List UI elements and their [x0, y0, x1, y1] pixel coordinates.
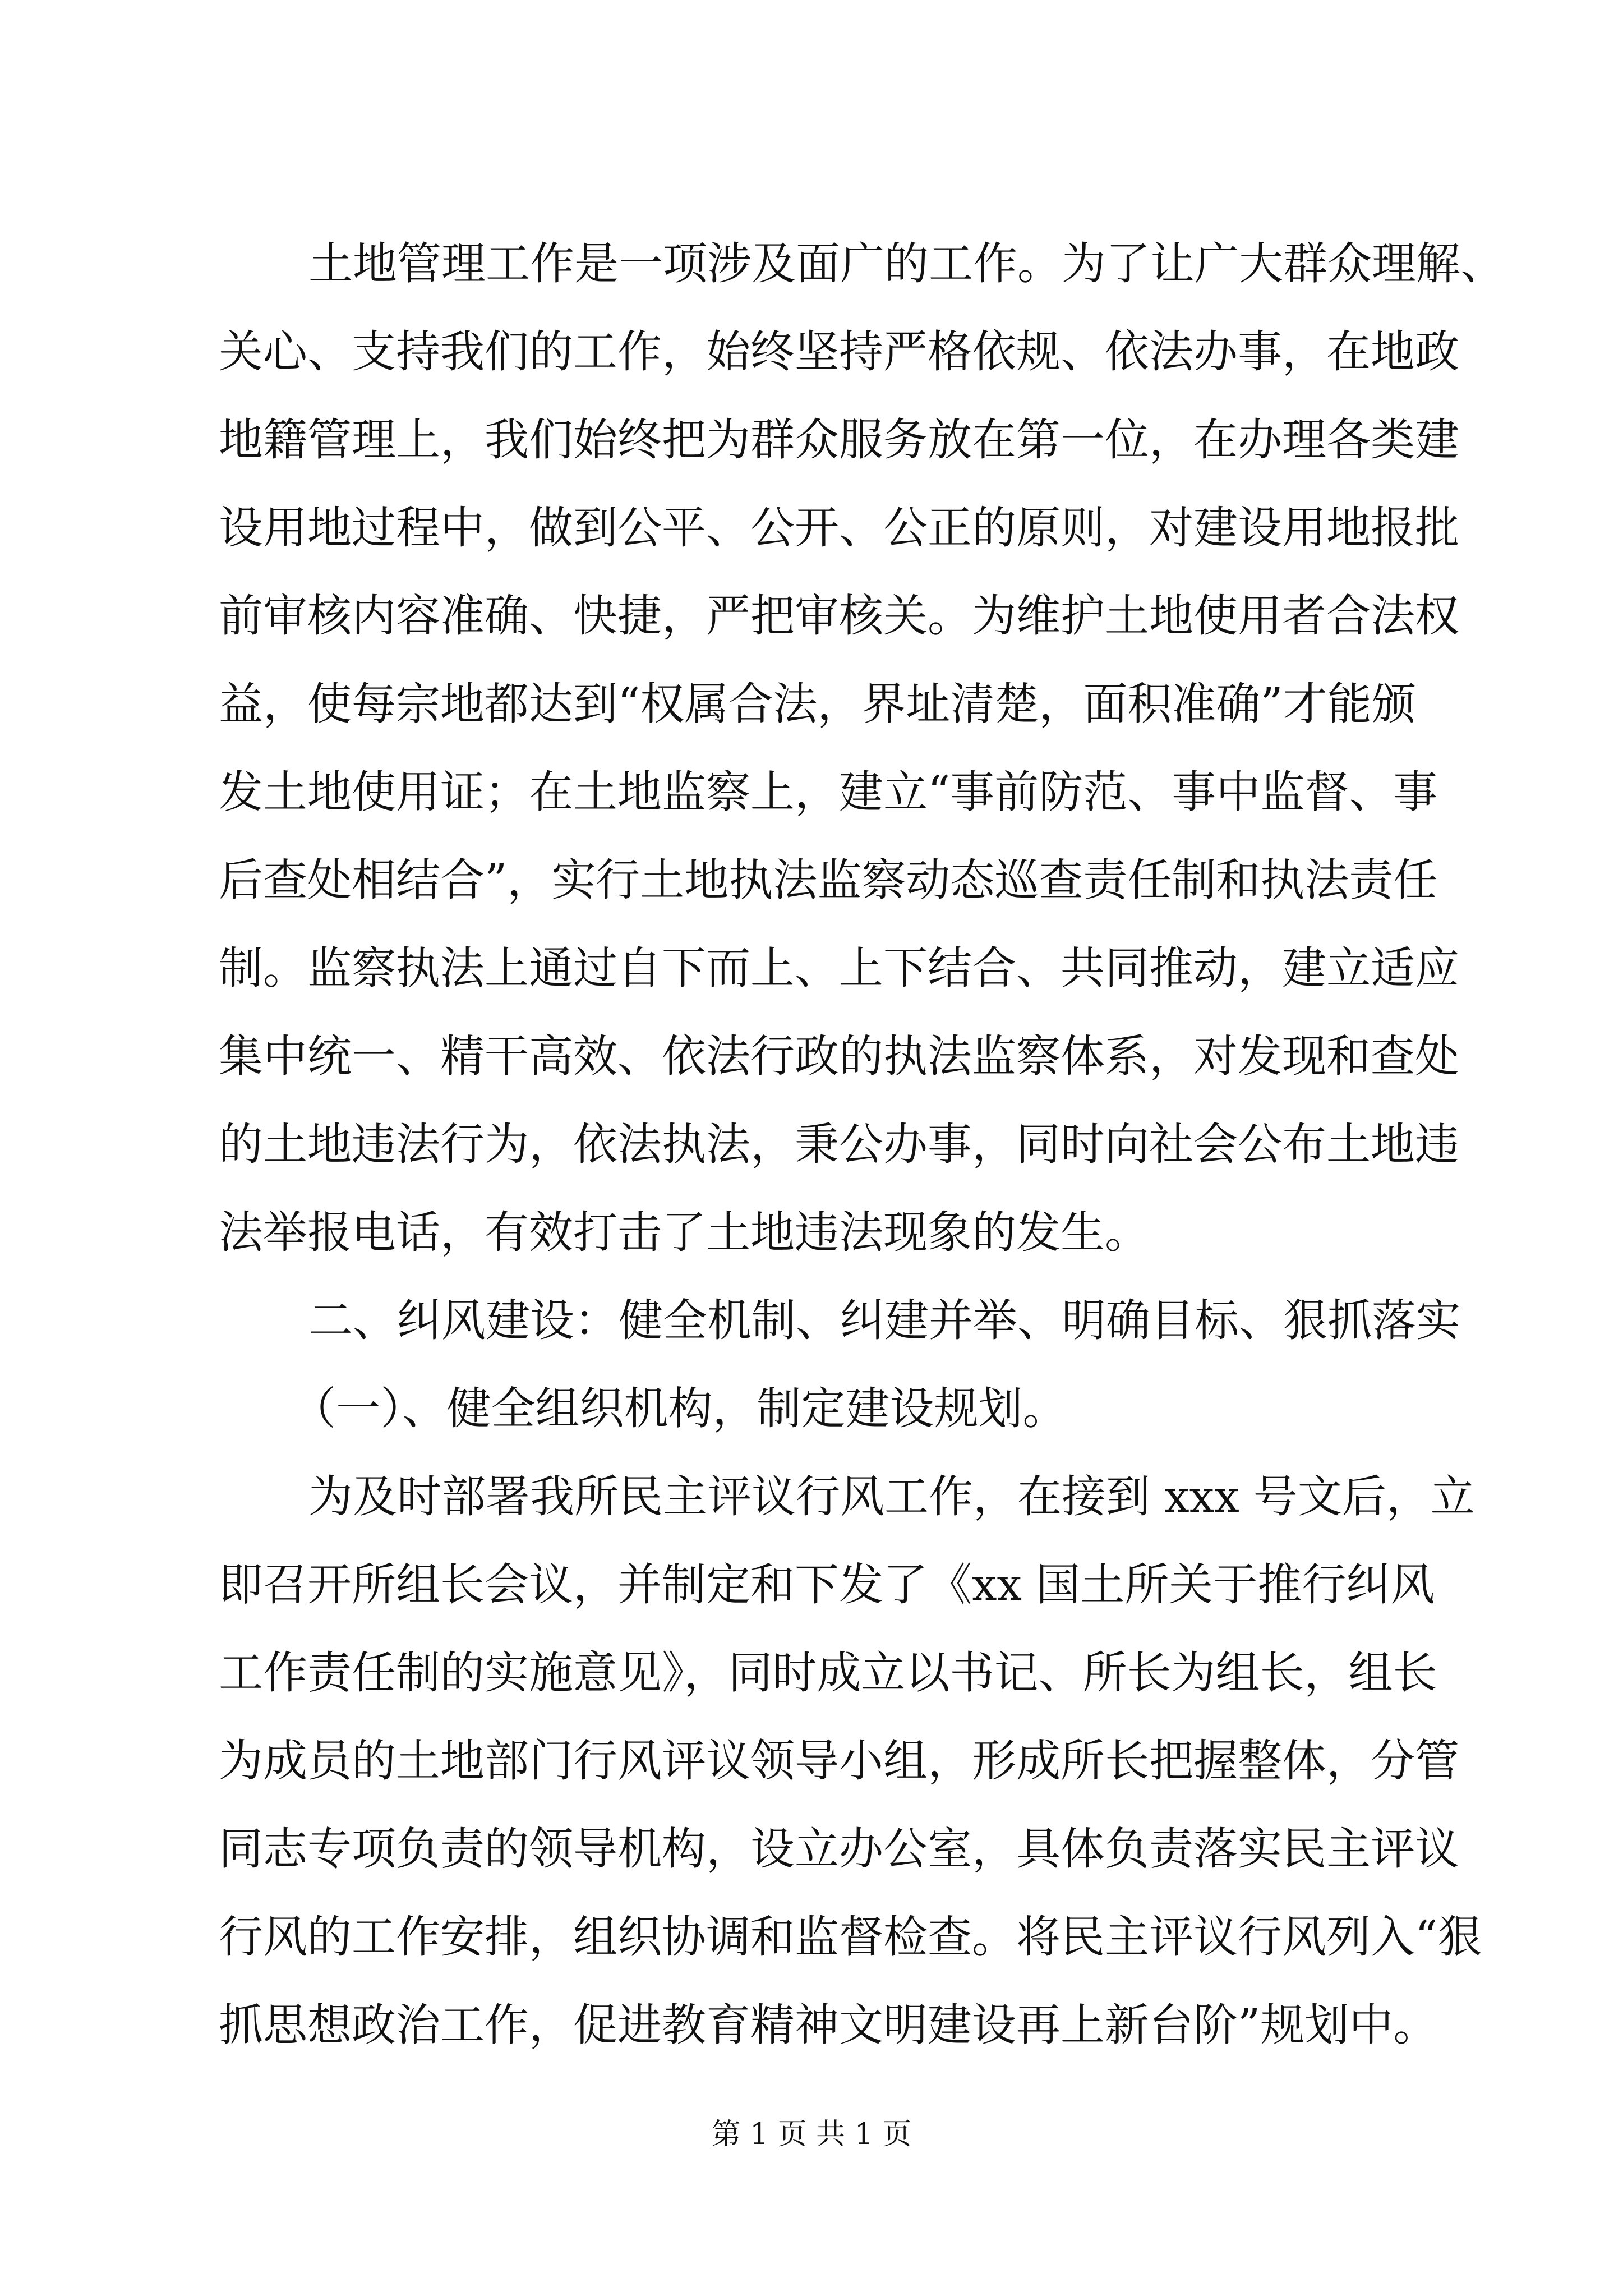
text-line: 集中统一、精干高效、依法行政的执法监察体系，对发现和查处	[219, 1030, 1459, 1082]
text-line: 关心、支持我们的工作，始终坚持严格依规、依法办事，在地政	[219, 326, 1459, 378]
text-line: 制。监察执法上通过自下而上、上下结合、共同推动，建立适应	[219, 942, 1459, 994]
text-line: 法举报电话，有效打击了土地违法现象的发生。	[219, 1207, 1149, 1258]
text-line: 工作责任制的实施意见》，同时成立以书记、所长为组长，组长	[219, 1647, 1437, 1699]
text-line: 地籍管理上，我们始终把为群众服务放在第一位，在办理各类建	[219, 414, 1459, 466]
text-line: 即召开所组长会议，并制定和下发了《xx 国土所关于推行纠风	[219, 1559, 1435, 1611]
text-line: 前审核内容准确、快捷，严把审核关。为维护土地使用者合法权	[219, 590, 1459, 642]
text-line: 发土地使用证；在土地监察上，建立“事前防范、事中监督、事	[219, 766, 1438, 818]
text-line: 的土地违法行为，依法执法，秉公办事，同时向社会公布土地违	[219, 1119, 1459, 1170]
page-footer: 第 1 页 共 1 页	[711, 2118, 912, 2151]
subsection-heading: （一）、健全组织机构，制定建设规划。	[292, 1383, 1067, 1434]
text-line: 为及时部署我所民主评议行风工作，在接到 xxx 号文后，立	[308, 1471, 1475, 1522]
text-line: 同志专项负责的领导机构，设立办公室，具体负责落实民主评议	[219, 1823, 1459, 1875]
text-line: 土地管理工作是一项涉及面广的工作。为了让广大群众理解、	[308, 238, 1505, 289]
section-heading: 二、纠风建设：健全机制、纠建并举、明确目标、狠抓落实	[308, 1295, 1460, 1346]
text-line: 设用地过程中，做到公平、公开、公正的原则，对建设用地报批	[219, 502, 1459, 554]
text-line: 为成员的土地部门行风评议领导小组，形成所长把握整体，分管	[219, 1735, 1459, 1787]
text-line: 抓思想政治工作，促进教育精神文明建设再上新台阶”规划中。	[219, 1999, 1438, 2051]
text-line: 后查处相结合”，实行土地执法监察动态巡查责任制和执法责任	[219, 854, 1438, 906]
text-line: 益，使每宗地都达到“权属合法，界址清楚，面积准确”才能颁	[219, 678, 1416, 730]
text-line: 行风的工作安排，组织协调和监督检查。将民主评议行风列入“狠	[219, 1911, 1482, 1963]
